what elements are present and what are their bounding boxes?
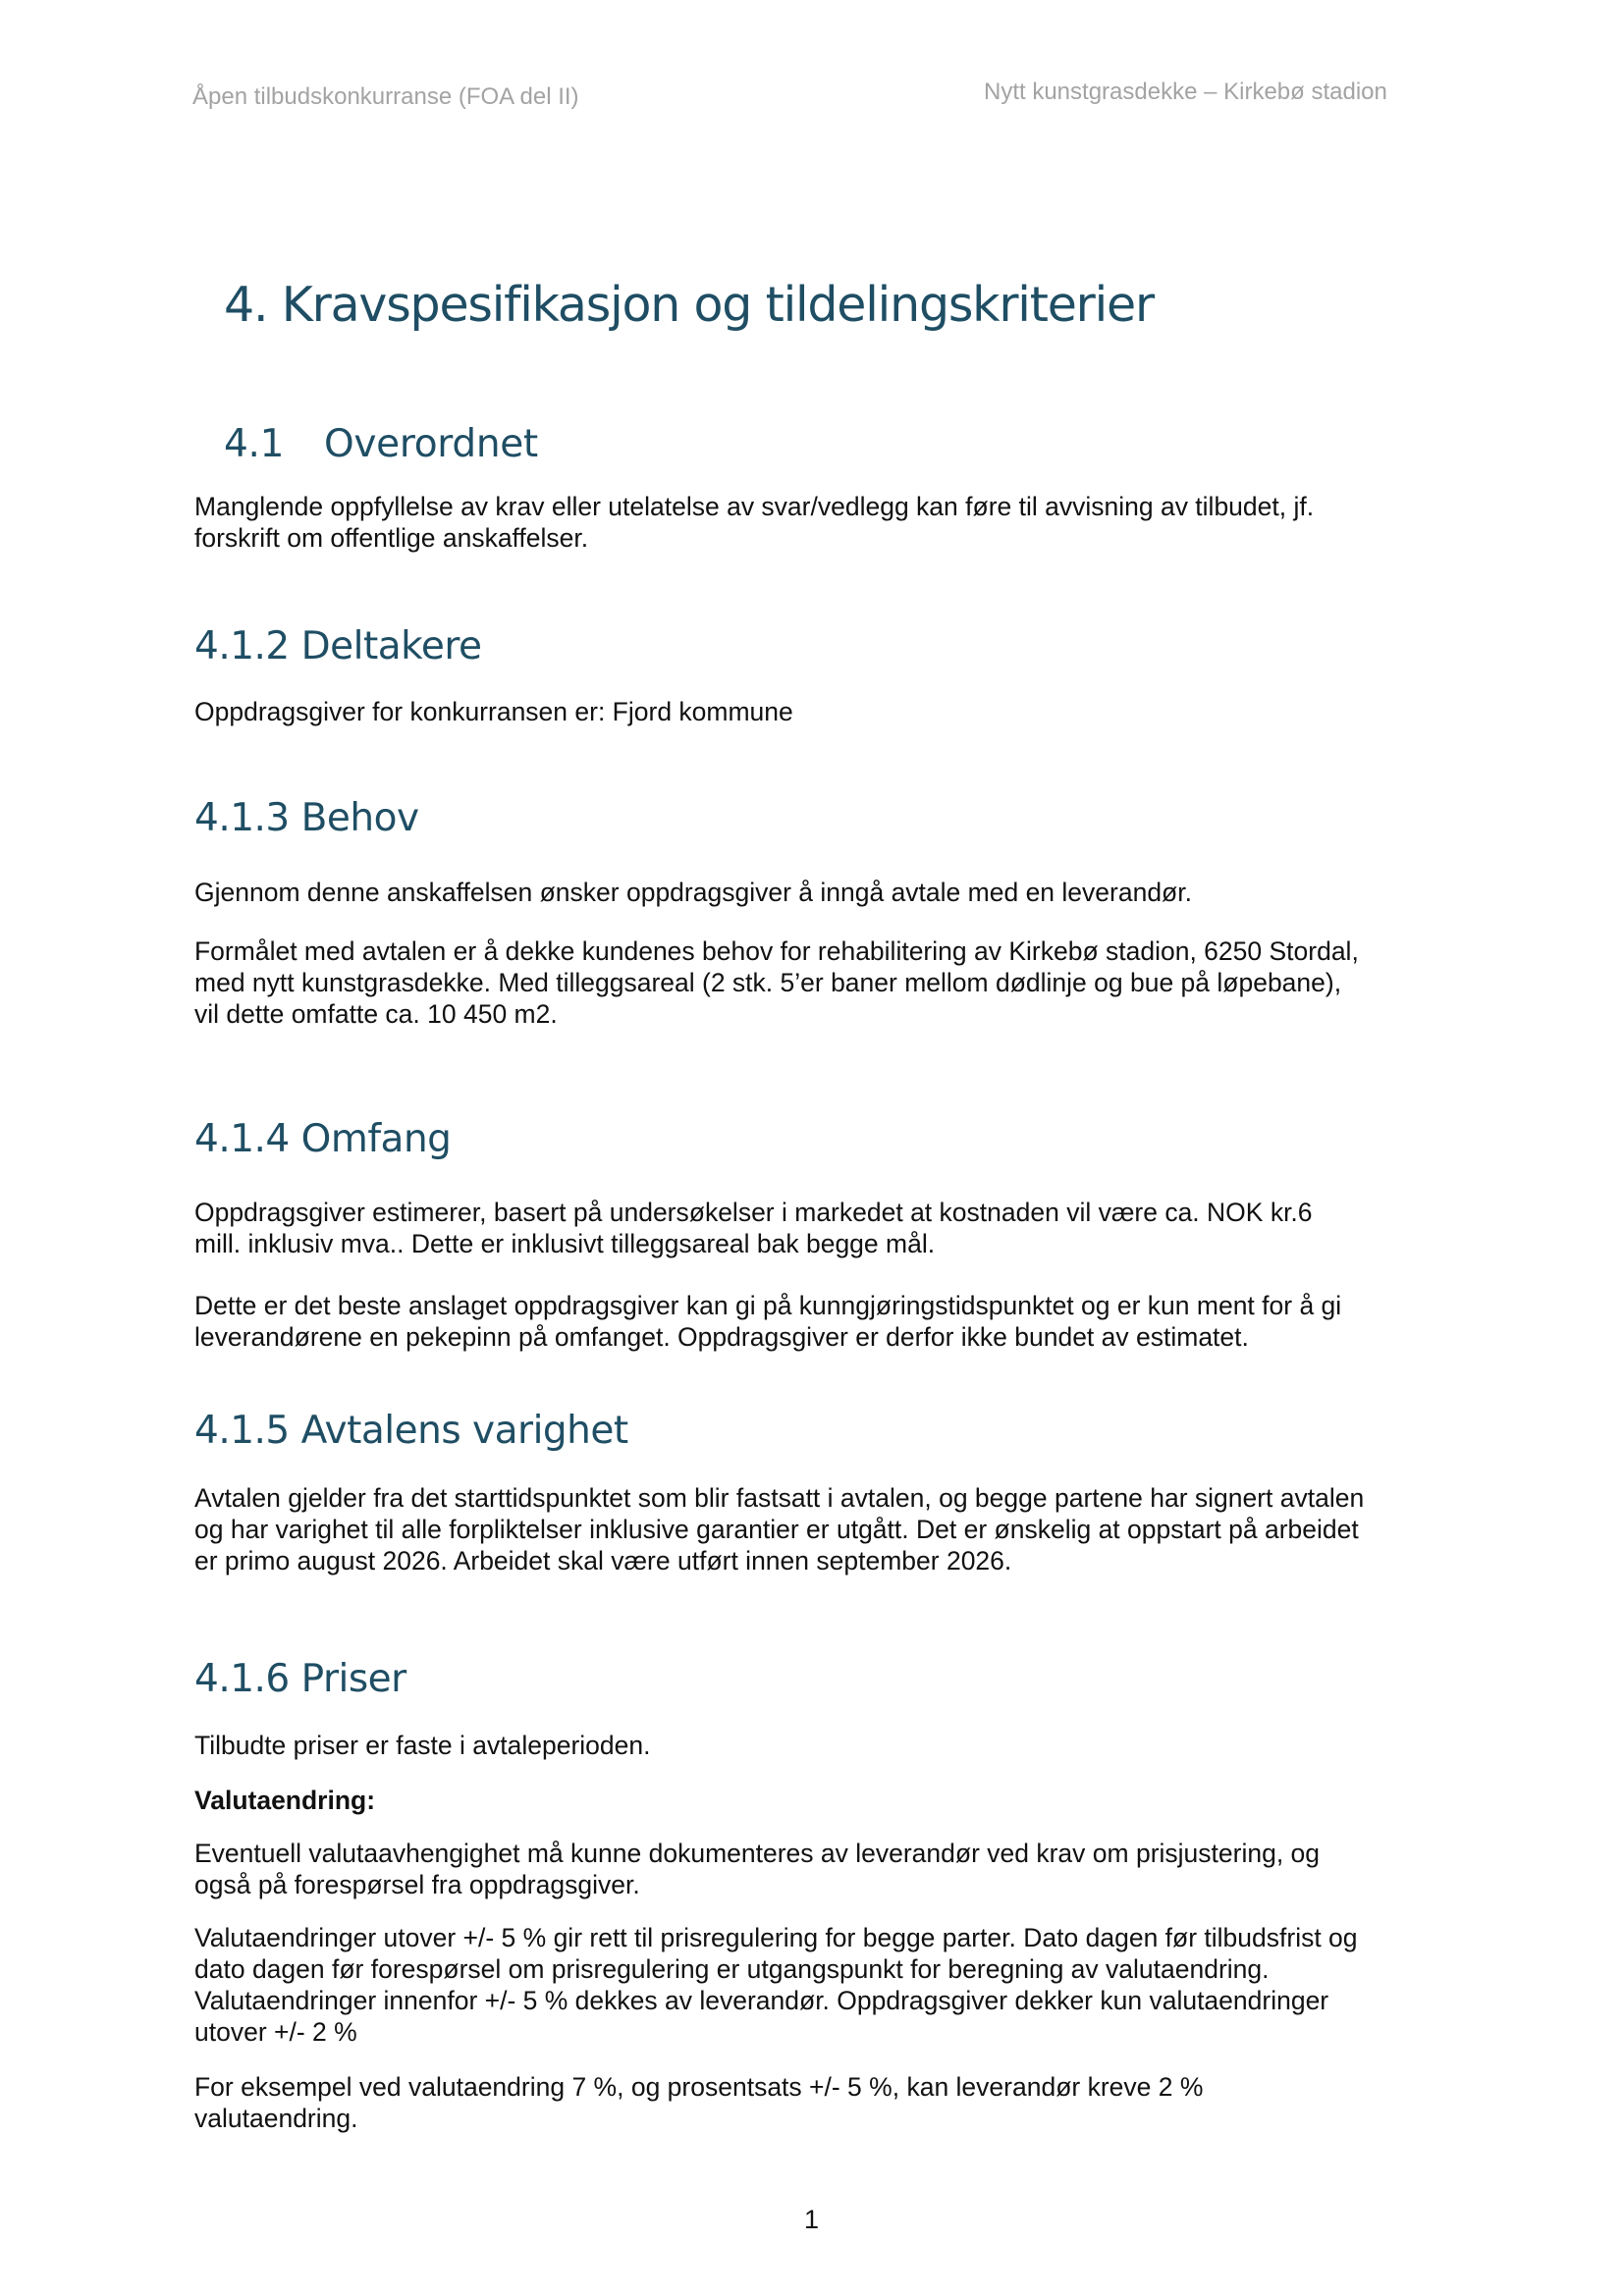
section-heading-4-1-4: 4.1.4 Omfang bbox=[194, 1117, 452, 1161]
section-heading-4-1-2: 4.1.2 Deltakere bbox=[194, 624, 482, 668]
section-heading-4-1-5: 4.1.5 Avtalens varighet bbox=[194, 1409, 628, 1453]
page-header-left: Åpen tilbudskonkurranse (FOA del II) bbox=[192, 83, 579, 110]
paragraph-priser-1 bbox=[194, 1730, 1451, 1761]
text-line: Valutaendring: bbox=[194, 1786, 376, 1815]
paragraph-priser-2 bbox=[194, 1838, 1451, 1900]
text-line: Oppdragsgiver for konkurransen er: Fjord kommune bbox=[194, 697, 793, 726]
text-line: vil dette omfatte ca. 10 450 m2. bbox=[194, 999, 558, 1029]
paragraph-overordnet bbox=[194, 491, 1451, 554]
text-line: Manglende oppfyllelse av krav eller utelatelse av svar/vedlegg kan føre til avvisning av tilbudet, jf. bbox=[194, 492, 1315, 521]
text-line: også på forespørsel fra oppdragsgiver. bbox=[194, 1870, 640, 1899]
text-line: med nytt kunstgrasdekke. Med tilleggsareal (2 stk. 5’er baner mellom dødlinje og bue på løpebane), bbox=[194, 968, 1342, 997]
paragraph-deltakere bbox=[194, 696, 1451, 727]
text-line: Valutaendringer innenfor +/- 5 % dekkes av leverandør. Oppdragsgiver dekker kun valutaendringer bbox=[194, 1986, 1329, 2015]
page-number: 1 bbox=[803, 2205, 820, 2234]
section-heading-4-1-6: 4.1.6 Priser bbox=[194, 1657, 406, 1701]
section-number: 4.1 bbox=[224, 422, 285, 466]
paragraph-varighet bbox=[194, 1482, 1451, 1576]
page-header-right: Nytt kunstgrasdekke – Kirkebø stadion bbox=[984, 79, 1387, 105]
paragraph-behov-2 bbox=[194, 935, 1451, 1030]
section-heading-4-1 bbox=[224, 422, 538, 466]
paragraph-priser-4 bbox=[194, 2071, 1451, 2134]
label-valutaendring bbox=[194, 1785, 1451, 1816]
text-line: Valutaendringer utover +/- 5 % gir rett til prisregulering for begge parter. Dato dagen før tilbudsfrist og bbox=[194, 1923, 1358, 1952]
text-line: Gjennom denne anskaffelsen ønsker oppdragsgiver å inngå avtale med en leverandør. bbox=[194, 878, 1192, 907]
paragraph-omfang-1 bbox=[194, 1197, 1451, 1259]
text-line: Avtalen gjelder fra det starttidspunktet som blir fastsatt i avtalen, og begge partene har signert avtalen bbox=[194, 1483, 1365, 1513]
text-line: Tilbudte priser er faste i avtaleperioden. bbox=[194, 1731, 651, 1760]
text-line: og har varighet til alle forpliktelser inklusive garantier er utgått. Det er ønskelig at oppstart på arbeidet bbox=[194, 1515, 1359, 1544]
text-line: Formålet med avtalen er å dekke kundenes behov for rehabilitering av Kirkebø stadion, 6250 Stordal, bbox=[194, 936, 1359, 966]
section-title: Overordnet bbox=[324, 422, 538, 466]
text-line: Eventuell valutaavhengighet må kunne dokumenteres av leverandør ved krav om prisjustering, og bbox=[194, 1839, 1321, 1868]
chapter-title: 4. Kravspesifikasjon og tildelingskriterier bbox=[224, 277, 1154, 333]
text-line: forskrift om offentlige anskaffelser. bbox=[194, 523, 589, 553]
paragraph-behov-1 bbox=[194, 877, 1451, 908]
text-line: utover +/- 2 % bbox=[194, 2017, 357, 2047]
section-heading-4-1-3: 4.1.3 Behov bbox=[194, 796, 419, 840]
text-line: leverandørene en pekepinn på omfanget. Oppdragsgiver er derfor ikke bundet av estimatet. bbox=[194, 1322, 1249, 1352]
text-line: For eksempel ved valutaendring 7 %, og prosentsats +/- 5 %, kan leverandør kreve 2 % bbox=[194, 2072, 1204, 2102]
paragraph-omfang-2 bbox=[194, 1290, 1451, 1353]
text-line: valutaendring. bbox=[194, 2104, 358, 2133]
text-line: Oppdragsgiver estimerer, basert på undersøkelser i markedet at kostnaden vil være ca. NOK kr.6 bbox=[194, 1198, 1313, 1227]
paragraph-priser-3 bbox=[194, 1922, 1451, 2048]
text-line: mill. inklusiv mva.. Dette er inklusivt tilleggsareal bak begge mål. bbox=[194, 1229, 936, 1258]
text-line: Dette er det beste anslaget oppdragsgiver kan gi på kunngjøringstidspunktet og er kun ment for å gi bbox=[194, 1291, 1342, 1320]
text-line: dato dagen før forespørsel om prisregulering er utgangspunkt for beregning av valutaendring. bbox=[194, 1954, 1270, 1984]
text-line: er primo august 2026. Arbeidet skal være utført innen september 2026. bbox=[194, 1546, 1012, 1575]
